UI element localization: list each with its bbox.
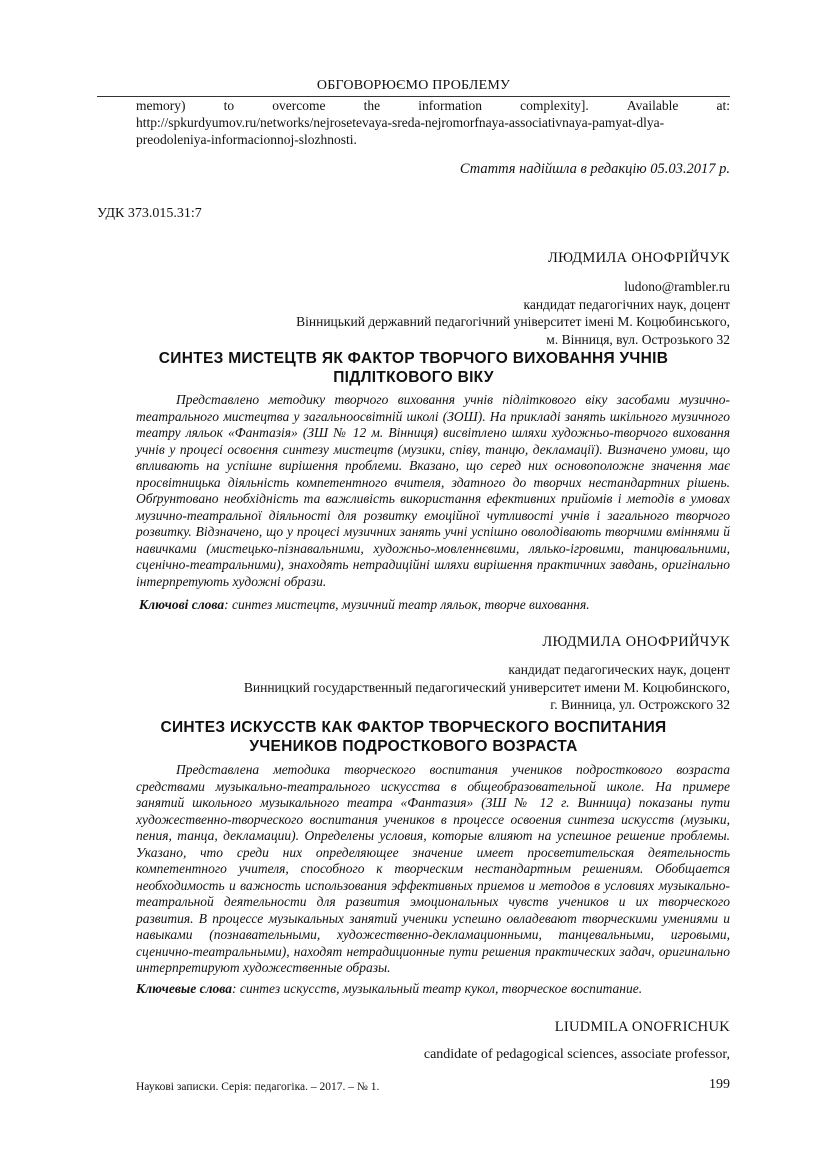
keywords-ru — [136, 980, 730, 997]
keywords-text: : синтез искусств, музыкальный театр кукол, творческое воспитание. — [231, 981, 643, 996]
author-degree: candidate of pedagogical sciences, associate professor, — [423, 1047, 730, 1062]
keywords-ua — [136, 596, 730, 613]
affiliation-ua — [136, 278, 730, 348]
reference-url-line: preodoleniya-informacionnoj-slozhnosti. — [136, 132, 357, 147]
author-address: г. Винница, ул. Острожского 32 — [550, 697, 730, 712]
reference-word: Available — [626, 98, 679, 113]
udc-code: УДК 373.015.31:7 — [97, 206, 202, 221]
reference-word: information — [418, 98, 482, 113]
keywords-label: Ключевые слова — [136, 981, 232, 996]
title-line: СИНТЕЗ ИСКУССТВ КАК ФАКТОР ТВОРЧЕСКОГО ВОСПИТАНИЯ — [160, 719, 667, 736]
reference-url-line: http://spkurdyumov.ru/networks/nejrosetevaya-sreda-nejromorfnaya-associativnaya-pamyat-dlya- — [136, 115, 665, 130]
reference-line-1 — [136, 97, 730, 114]
reference-word: at: — [716, 98, 730, 113]
abstract-text: Представлено методику творчого виховання учнів підліткового віку засобами музично-театрального мистецтва у загальноосвітній школі (ЗОШ). На прикладі занять шкільного музичного театру ляльок «Фантазія» (ЗШ № 12 м. Вінниця) висвітлено шляхи художньо-творчого виховання учнів у процесі освоєння синтезу мистецтв (музики, співу, танцю, декламації). Визначено умови, що впливають на успішне вирішення проблеми. Вказано, що серед них основоположне значення має просвітницька діяльність компетентного вчителя, здатного до творчих нестандартних рішень. Обґрунтовано необхідність та важливість використання ефективних прийомів і методів в умовах музично-театральної діяльності для розвитку емоційної чутливості учнів і загального творчого розвитку. Відзначено, що у процесі музичних занять учні успішно оволодівають творчими вміннями й навичками (мистецько-пізнавальними, художньо-мовленнєвими, лялько-ігровими, танцювальними, сценічно-театральними), знаходять нетрадиційні шляхи вирішення практичних завдань, оригінально інтерпретують художні образи. — [136, 392, 730, 589]
abstract-ua — [136, 392, 730, 590]
article-title-ru — [97, 718, 730, 756]
author-name-en: LIUDMILA ONOFRICHUK — [554, 1019, 730, 1035]
running-head: ОБГОВОРЮЄМО ПРОБЛЕМУ — [316, 78, 511, 93]
reference-word: to — [223, 98, 235, 113]
reference-word: overcome — [272, 98, 326, 113]
keywords-label: Ключові слова — [139, 597, 225, 612]
reference-word: memory) — [136, 98, 186, 113]
title-line: СИНТЕЗ МИСТЕЦТВ ЯК ФАКТОР ТВОРЧОГО ВИХОВАННЯ УЧНІВ — [158, 350, 669, 367]
author-degree: кандидат педагогических наук, доцент — [508, 662, 730, 677]
abstract-text: Представлена методика творческого воспитания учеников подросткового возраста средствами музыкально-театрального искусства в общеобразовательной школе. На примере занятий школьного музыкального театра «Фантазия» (ЗШ № 12 г. Винница) показаны пути художественно-творческого воспитания учеников в процессе освоения синтеза искусств (музыки, пения, танца, декламации). Определены условия, которые влияют на успешное решение проблемы. Указано, что среди них определяющее значение имеет просветительская деятельность компетентного учителя, способного к творческим нестандартным решениям. Обобщается необходимость и важность использования эффективных приемов и методов в условиях музыкально-театральной деятельности для развития эмоциональных чувств учеников и их творческого развития. В процессе музыкальных занятий ученики успешно овладевают творческими умениями и навыками (познавательными, художественно-декламационными, танцевальными, игровыми, сценично-театральными), находят нетрадиционные пути решения практических задач, оригинально интерпретируют художественные образы. — [136, 762, 730, 975]
journal-footer: Наукові записки. Серія: педагогіка. – 2017. – № 1. — [136, 1081, 380, 1093]
reference-tail — [136, 97, 730, 148]
article-title-ua — [97, 349, 730, 387]
abstract-ru — [136, 762, 730, 977]
author-email: ludono@rambler.ru — [624, 279, 730, 294]
received-note: Стаття надійшла в редакцію 05.03.2017 р. — [459, 161, 730, 177]
author-university: Вінницький державний педагогічний університет імені М. Коцюбинського, — [296, 314, 730, 329]
title-line: УЧЕНИКОВ ПОДРОСТКОВОГО ВОЗРАСТА — [249, 738, 578, 755]
author-address: м. Вінниця, вул. Острозького 32 — [546, 331, 730, 347]
reference-word: complexity]. — [520, 98, 589, 113]
page-number: 199 — [709, 1077, 730, 1092]
affiliation-en — [136, 1046, 730, 1063]
affiliation-ru — [136, 661, 730, 714]
author-degree: кандидат педагогічних наук, доцент — [523, 296, 730, 312]
author-name-ru: ЛЮДМИЛА ОНОФРИЙЧУК — [542, 634, 730, 650]
keywords-text: : синтез мистецтв, музичний театр ляльок, творче виховання. — [224, 597, 590, 612]
author-name-ua: ЛЮДМИЛА ОНОФРІЙЧУК — [547, 250, 730, 266]
title-line: ПІДЛІТКОВОГО ВІКУ — [333, 369, 494, 386]
reference-word: the — [363, 98, 381, 113]
author-university: Винницкий государственный педагогический университет имени М. Коцюбинского, — [243, 679, 730, 695]
